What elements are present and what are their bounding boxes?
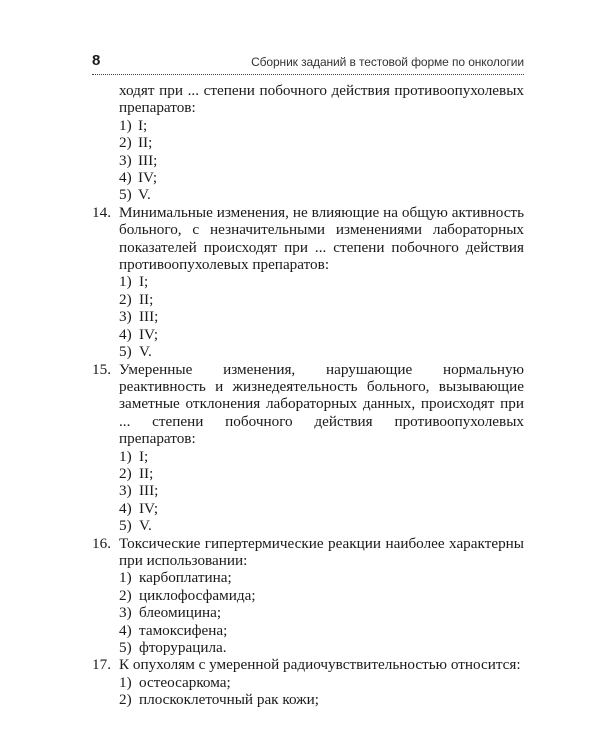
question-14: [92, 204, 524, 361]
answer-option: [119, 186, 524, 203]
answer-option: [119, 622, 524, 639]
option-text: плоскоклеточный рак кожи;: [139, 691, 320, 709]
option-text: IV;: [139, 325, 159, 343]
option-text: III;: [139, 482, 159, 500]
question-text: Токсические гипертермические реакции наиболее характерны при использовании:: [119, 534, 524, 569]
option-label: 4): [119, 169, 132, 187]
question-text: Умеренные изменения, нарушающие нормальную реактивность и жизнедеятельность больного, вызывающие заметные отклонения лабораторных данных, происходят при ... степени побочного действия противоопухолевых препаратов:: [119, 360, 524, 448]
question-16: [92, 535, 524, 657]
answer-options: [119, 674, 524, 709]
answer-option: [119, 326, 524, 343]
option-label: 1): [119, 569, 132, 587]
option-label: 3): [119, 482, 132, 500]
answer-option: [119, 465, 524, 482]
option-label: 3): [119, 151, 132, 169]
option-text: карбоплатина;: [139, 569, 232, 587]
answer-option: [119, 343, 524, 360]
option-label: 2): [119, 290, 132, 308]
option-label: 5): [119, 186, 132, 204]
answer-options: [119, 117, 524, 204]
option-label: 2): [119, 464, 132, 482]
option-text: II;: [138, 134, 153, 152]
page-header: [92, 52, 524, 75]
page-body: [92, 82, 524, 709]
option-label: 4): [119, 621, 132, 639]
option-label: 1): [119, 273, 132, 291]
answer-option: [119, 587, 524, 604]
option-text: II;: [139, 290, 154, 308]
option-label: 1): [119, 673, 132, 691]
running-title: Сборник заданий в тестовой форме по онкологии: [251, 55, 524, 69]
answer-option: [119, 117, 524, 134]
answer-option: [119, 152, 524, 169]
option-text: V.: [139, 517, 152, 535]
option-label: 5): [119, 343, 132, 361]
question-text: ходят при ... степени побочного действия противоопухолевых препаратов:: [119, 82, 524, 117]
option-label: 3): [119, 308, 132, 326]
option-label: 1): [119, 116, 132, 134]
answer-option: [119, 639, 524, 656]
question-text: Минимальные изменения, не влияющие на общую активность больного, с незначительными изменениями лабораторных показателей происходят при ... степени побочного действия противоопухолевых препаратов:: [119, 203, 524, 274]
option-text: V.: [138, 186, 151, 204]
answer-options: [119, 273, 524, 360]
option-text: блеомицина;: [139, 604, 222, 622]
answer-option: [119, 500, 524, 517]
answer-option: [119, 273, 524, 290]
option-label: 1): [119, 447, 132, 465]
option-text: III;: [138, 151, 158, 169]
answer-option: [119, 517, 524, 534]
question-number: 15.: [92, 360, 111, 378]
option-label: 5): [119, 639, 132, 656]
question-17: [92, 656, 524, 708]
option-text: I;: [139, 447, 149, 465]
answer-option: [119, 604, 524, 621]
page-number: 8: [92, 52, 101, 69]
question-text: К опухолям с умеренной радиочувствительностью относится:: [119, 656, 521, 674]
answer-option: [119, 308, 524, 325]
option-label: 5): [119, 517, 132, 535]
option-text: IV;: [138, 169, 158, 187]
question-continuation: [92, 82, 524, 204]
option-text: I;: [138, 116, 148, 134]
option-text: циклофосфамида;: [139, 586, 256, 604]
answer-option: [119, 569, 524, 586]
question-15: [92, 361, 524, 535]
answer-option: [119, 448, 524, 465]
answer-option: [119, 169, 524, 186]
option-label: 3): [119, 604, 132, 622]
option-text: V.: [139, 343, 152, 361]
option-label: 2): [119, 134, 132, 152]
question-number: 17.: [92, 656, 111, 674]
option-text: фторурацила.: [139, 639, 227, 656]
question-number: 14.: [92, 203, 111, 221]
option-text: II;: [139, 464, 154, 482]
option-label: 2): [119, 586, 132, 604]
option-label: 2): [119, 691, 132, 709]
answer-options: [119, 448, 524, 535]
option-text: IV;: [139, 499, 159, 517]
answer-options: [119, 569, 524, 656]
option-text: тамоксифена;: [139, 621, 228, 639]
answer-option: [119, 134, 524, 151]
option-text: остеосаркома;: [139, 673, 231, 691]
option-label: 4): [119, 499, 132, 517]
answer-option: [119, 482, 524, 499]
answer-option: [119, 691, 524, 708]
answer-option: [119, 291, 524, 308]
question-number: 16.: [92, 534, 111, 552]
option-text: III;: [139, 308, 159, 326]
answer-option: [119, 674, 524, 691]
option-text: I;: [139, 273, 149, 291]
option-label: 4): [119, 325, 132, 343]
